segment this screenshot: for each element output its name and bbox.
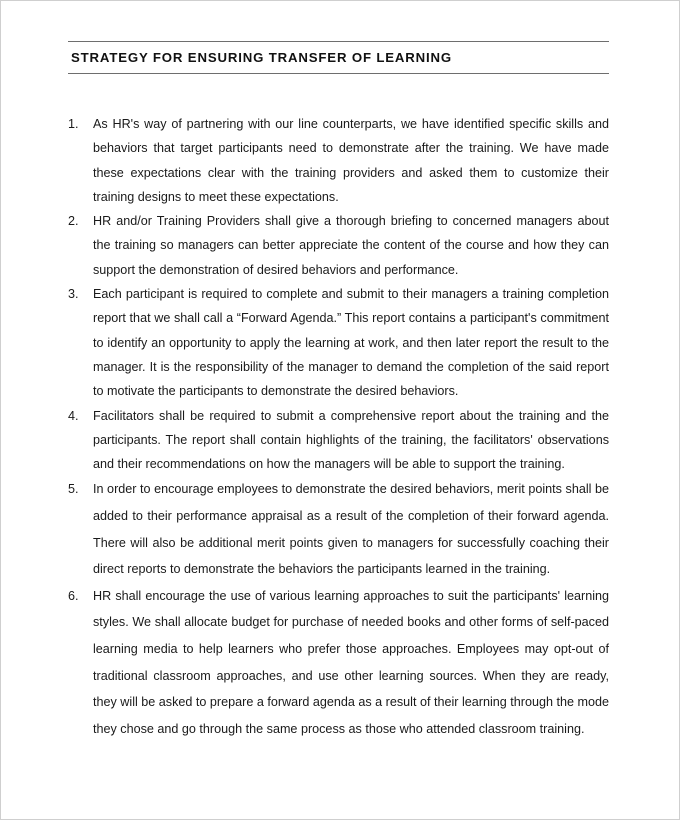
page-title: STRATEGY FOR ENSURING TRANSFER OF LEARNING	[71, 50, 453, 65]
title-rule-bottom	[68, 73, 609, 74]
list-item-text: In order to encourage employees to demonstrate the desired behaviors, merit points shall be added to their performance appraisal as a result of the completion of their forward agenda. There will also be additional merit points given to managers for successfully coaching their direct reports to demonstrate the behaviors the participants learned in the training.	[93, 482, 609, 577]
list-item-text: Each participant is required to complete and submit to their managers a training completion report that we shall call a “Forward Agenda.” This report contains a participant's commitment to identify an opportunity to apply the learning at work, and then later report the result to the manager. It is the responsibility of the manager to demand the completion of the said report to motivate the participants to demonstrate the desired behaviors.	[93, 287, 609, 399]
list-item-text: HR and/or Training Providers shall give a thorough briefing to concerned managers about the training so managers can better appreciate the content of the course and how they can support the demonstration of desired behaviors and performance.	[93, 214, 609, 277]
list-item-text: Facilitators shall be required to submit a comprehensive report about the training and the participants. The report shall contain highlights of the training, the facilitators' observations and their recommendations on how the managers will be able to support the training.	[93, 408, 609, 472]
list-item	[68, 209, 609, 282]
list-item-text: As HR's way of partnering with our line counterparts, we have identified specific skills and behaviors that target participants need to demonstrate after the training. We have made these expectations clear with the training providers and asked them to customize their training designs to meet these expectations.	[93, 117, 609, 204]
strategy-list	[68, 112, 609, 742]
list-item	[68, 476, 609, 582]
list-item	[68, 583, 609, 743]
list-item	[68, 282, 609, 403]
list-item-text: HR shall encourage the use of various learning approaches to suit the participants' learning styles. We shall allocate budget for purchase of needed books and other forms of self-paced learning media to help learners who prefer those approaches. Employees may opt-out of traditional classroom approaches, and use other learning sources. When they are ready, they will be asked to prepare a forward agenda as a result of their learning through the mode they chose and go through the same process as those who attended classroom training.	[93, 588, 609, 736]
document-body	[68, 41, 609, 742]
list-item	[68, 112, 609, 209]
list-item-number: 1.	[68, 117, 79, 131]
list-item-number: 2.	[68, 214, 79, 229]
list-item-number: 3.	[68, 287, 79, 302]
list-item-number: 6.	[68, 588, 79, 603]
list-item-number: 4.	[68, 408, 79, 423]
list-item	[68, 404, 609, 477]
list-item-number: 5.	[68, 482, 79, 497]
